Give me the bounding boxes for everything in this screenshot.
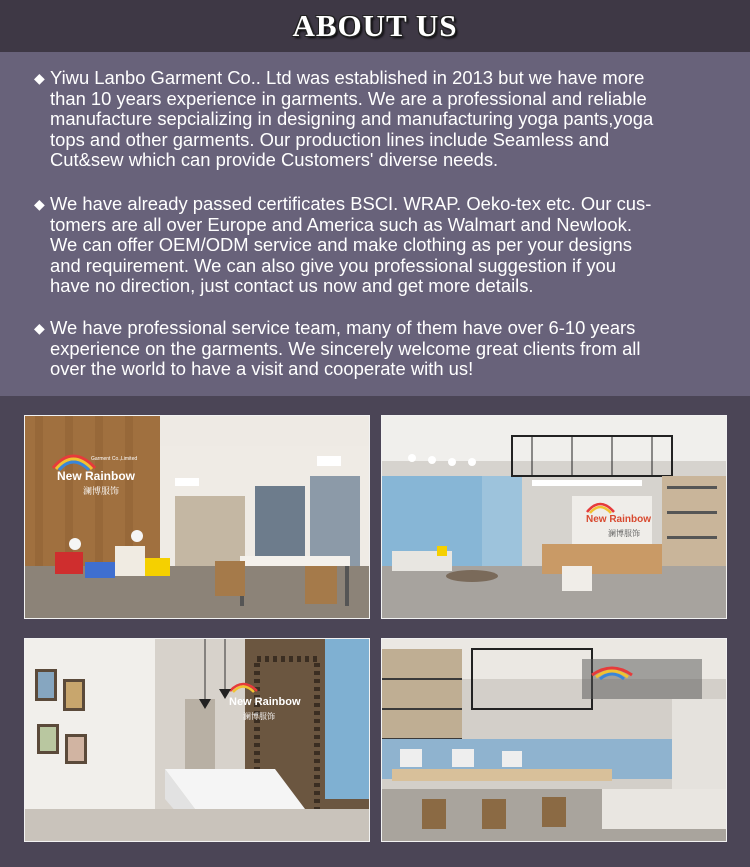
page-title: ABOUT US [292, 8, 458, 43]
showroom-illustration [25, 416, 369, 618]
text-line: over the world to have a visit and cooperate with us! [50, 358, 474, 380]
reception-illustration [25, 639, 369, 841]
paragraph-text [50, 194, 724, 297]
text-line: have no direction, just contact us now and get more details. [50, 275, 534, 297]
header-banner [0, 0, 750, 52]
office-illustration [382, 416, 726, 618]
text-line: Yiwu Lanbo Garment Co.. Ltd was established in 2013 but we have more [50, 67, 645, 88]
paragraph-text [50, 318, 724, 380]
diamond-bullet-icon: ◆ [34, 320, 45, 336]
workspace-illustration [382, 639, 726, 841]
text-line: tops and other garments. Our production lines include Seamless and [50, 128, 610, 150]
text-line: and requirement. We can also give you professional suggestion if you [50, 254, 617, 276]
diamond-bullet-icon: ◆ [34, 196, 45, 212]
logo-label: New Rainbow [229, 696, 301, 708]
workspace-photo [381, 638, 727, 842]
text-line: Cut&sew which can provide Customers' diverse needs. [50, 149, 499, 171]
showroom-photo [24, 415, 370, 619]
about-paragraph-1 [34, 68, 724, 171]
text-line: We have professional service team, many of them have over 6-10 years [50, 317, 636, 338]
logo-sub-label: 澜博服饰 [243, 712, 275, 721]
reception-photo [24, 638, 370, 842]
about-paragraph-2 [34, 194, 724, 297]
logo-sub-label: 澜博服饰 [608, 529, 640, 538]
logo-sub-label: 澜博服饰 [83, 486, 120, 496]
text-line: tomers are all over Europe and America such as Walmart and Newlook. [50, 213, 632, 235]
office-photo [381, 415, 727, 619]
logo-label: New Rainbow [586, 514, 652, 525]
text-line: experience on the garments. We sincerely welcome great clients from all [50, 337, 641, 359]
paragraph-text [50, 68, 724, 171]
text-line: We can offer OEM/ODM service and make clothing as per your designs [50, 234, 632, 256]
logo-label: New Rainbow [57, 469, 136, 483]
text-line: We have already passed certificates BSCI. WRAP. Oeko-tex etc. Our cus- [50, 193, 652, 214]
diamond-bullet-icon: ◆ [34, 70, 45, 86]
text-line: manufacture sepcializing in designing and manufacturing yoga pants,yoga [50, 108, 654, 130]
about-paragraph-3 [34, 318, 724, 380]
text-line: than 10 years experience in garments. We are a professional and reliable [50, 87, 647, 109]
logo-small-label: Garment Co.,Limited [91, 456, 138, 462]
